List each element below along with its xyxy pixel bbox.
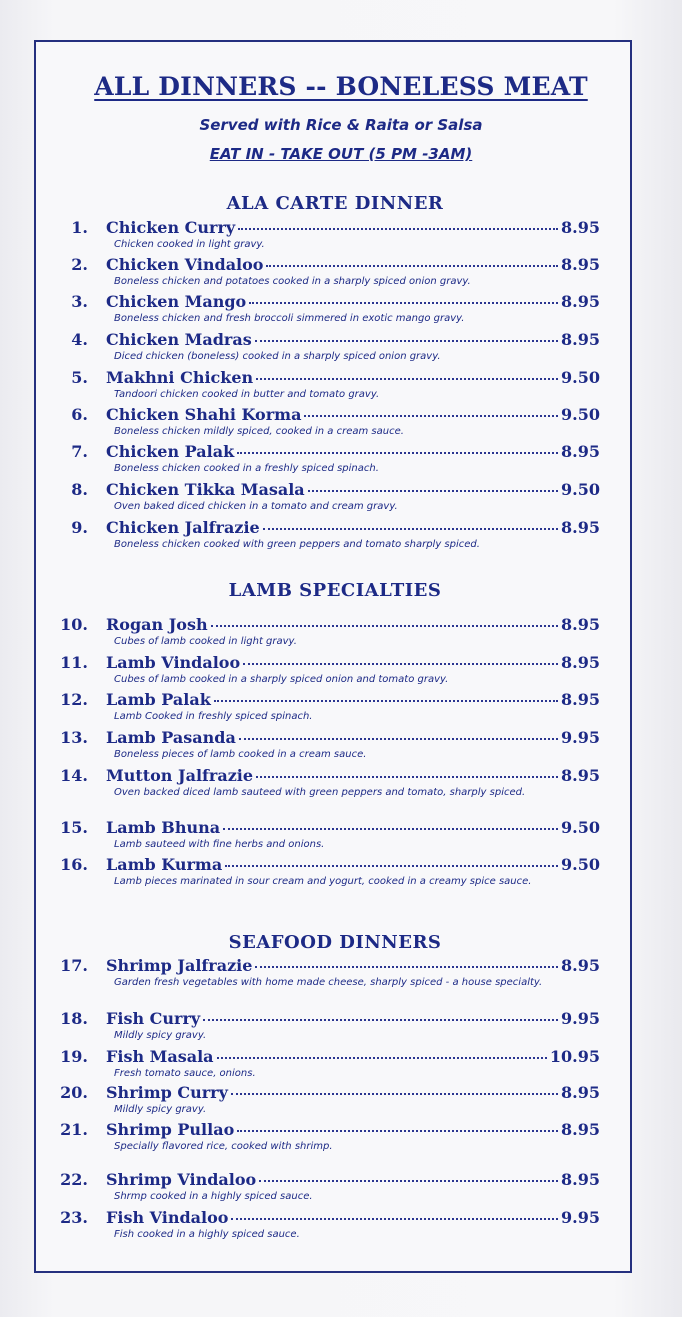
menu-item-row <box>52 292 600 312</box>
item-number: 18. <box>60 1009 88 1028</box>
item-price: 8.95 <box>561 1120 600 1139</box>
menu-item <box>52 330 600 364</box>
item-name: Chicken Vindaloo <box>106 255 264 274</box>
item-number: 13. <box>60 728 88 747</box>
item-number: 21. <box>60 1120 88 1139</box>
menu-item <box>52 615 600 649</box>
menu-item-row <box>52 1170 600 1190</box>
item-price: 9.50 <box>561 368 600 387</box>
menu-item-row <box>52 405 600 425</box>
menu-item-row <box>52 255 600 275</box>
item-price: 9.50 <box>561 405 600 424</box>
dot-leader <box>259 1179 558 1182</box>
menu-item-row <box>52 653 600 673</box>
dot-leader <box>255 339 558 342</box>
menu-item <box>52 1170 600 1204</box>
item-number: 23. <box>60 1208 88 1227</box>
menu-item <box>52 518 600 552</box>
menu-item-row <box>52 1009 600 1029</box>
dot-leader <box>203 1018 558 1021</box>
item-name: Rogan Josh <box>106 615 208 634</box>
item-price: 9.50 <box>561 480 600 499</box>
item-name: Lamb Vindaloo <box>106 653 241 672</box>
dot-leader <box>255 965 558 968</box>
dot-leader <box>237 1129 558 1132</box>
item-price: 9.50 <box>561 855 600 874</box>
item-description: Oven backed diced lamb sauteed with green peppers and tomato, sharply spiced. <box>114 787 526 798</box>
item-price: 8.95 <box>561 766 600 785</box>
menu-title-text: ALL DINNERS -- BONELESS MEAT <box>94 72 588 101</box>
item-name: Lamb Kurma <box>106 855 223 874</box>
menu-item <box>52 218 600 252</box>
menu-item-row <box>52 368 600 388</box>
dot-leader <box>304 414 558 417</box>
item-description: Chicken cooked in light gravy. <box>114 239 265 250</box>
item-description: Mildly spicy gravy. <box>114 1030 207 1041</box>
item-description: Lamb Cooked in freshly spiced spinach. <box>114 711 313 722</box>
dot-leader <box>237 451 558 454</box>
item-description: Diced chicken (boneless) cooked in a sharply spiced onion gravy. <box>114 351 441 362</box>
item-name: Makhni Chicken <box>106 368 254 387</box>
menu-item-row <box>52 766 600 786</box>
item-number: 14. <box>60 766 88 785</box>
item-number: 6. <box>71 405 88 424</box>
item-name: Shrimp Curry <box>106 1083 228 1102</box>
menu-item-row <box>52 1083 600 1103</box>
item-name: Fish Curry <box>106 1009 201 1028</box>
menu-item <box>52 368 600 402</box>
item-description: Tandoori chicken cooked in butter and tomato gravy. <box>114 389 380 400</box>
menu-item-row <box>52 818 600 838</box>
dot-leader <box>223 827 558 830</box>
item-description: Garden fresh vegetables with home made cheese, sharply spiced - a house specialty. <box>114 977 543 988</box>
item-description: Lamb pieces marinated in sour cream and yogurt, cooked in a creamy spice sauce. <box>114 876 532 887</box>
menu-item-row <box>52 1120 600 1140</box>
item-description: Fresh tomato sauce, onions. <box>114 1068 256 1079</box>
menu-item-row <box>52 518 600 538</box>
dot-leader <box>211 624 558 627</box>
item-description: Cubes of lamb cooked in a sharply spiced onion and tomato gravy. <box>114 674 449 685</box>
menu-item-row <box>52 690 600 710</box>
item-name: Chicken Tikka Masala <box>106 480 305 499</box>
item-number: 5. <box>71 368 88 387</box>
item-description: Boneless chicken and fresh broccoli simmered in exotic mango gravy. <box>114 313 465 324</box>
menu-title <box>0 72 682 101</box>
item-price: 9.95 <box>561 1009 600 1028</box>
item-price: 8.95 <box>561 255 600 274</box>
section-seafood-heading: SEAFOOD DINNERS <box>228 932 442 953</box>
item-name: Fish Vindaloo <box>106 1208 229 1227</box>
menu-item <box>52 1083 600 1117</box>
menu-item <box>52 1009 600 1043</box>
item-number: 19. <box>60 1047 88 1066</box>
menu-item <box>52 292 600 326</box>
menu-item-row <box>52 218 600 238</box>
item-number: 3. <box>71 292 88 311</box>
item-description: Cubes of lamb cooked in light gravy. <box>114 636 297 647</box>
item-price: 8.95 <box>561 292 600 311</box>
dot-leader <box>266 264 558 267</box>
dot-leader <box>308 489 558 492</box>
dot-leader <box>243 662 558 665</box>
item-description: Boneless chicken cooked with green peppers and tomato sharply spiced. <box>114 539 480 550</box>
item-number: 10. <box>60 615 88 634</box>
item-number: 15. <box>60 818 88 837</box>
item-number: 20. <box>60 1083 88 1102</box>
item-number: 22. <box>60 1170 88 1189</box>
item-description: Specially flavored rice, cooked with shrimp. <box>114 1141 333 1152</box>
menu-item-row <box>52 855 600 875</box>
item-description: Fish cooked in a highly spiced sauce. <box>114 1229 300 1240</box>
dot-leader <box>231 1092 558 1095</box>
menu-item <box>52 1120 600 1154</box>
menu-item-row <box>52 615 600 635</box>
item-price: 8.95 <box>561 218 600 237</box>
menu-item-row <box>52 956 600 976</box>
menu-item-row <box>52 330 600 350</box>
menu-subtitle: Served with Rice & Raita or Salsa <box>199 116 483 134</box>
item-description: Boneless chicken and potatoes cooked in a sharply spiced onion gravy. <box>114 276 471 287</box>
menu-item <box>52 855 600 889</box>
item-number: 11. <box>60 653 88 672</box>
menu-item <box>52 690 600 724</box>
item-name: Chicken Jalfrazie <box>106 518 260 537</box>
item-name: Shrimp Vindaloo <box>106 1170 257 1189</box>
item-name: Fish Masala <box>106 1047 214 1066</box>
item-number: 4. <box>71 330 88 349</box>
menu-item <box>52 442 600 476</box>
item-price: 8.95 <box>561 442 600 461</box>
hours-line: EAT IN - TAKE OUT (5 PM -3AM) <box>209 145 473 163</box>
item-name: Lamb Palak <box>106 690 211 709</box>
item-name: Chicken Shahi Korma <box>106 405 302 424</box>
menu-item <box>52 255 600 289</box>
item-number: 16. <box>60 855 88 874</box>
item-price: 10.95 <box>549 1047 600 1066</box>
menu-item-row <box>52 480 600 500</box>
menu-item <box>52 728 600 762</box>
menu-item <box>52 405 600 439</box>
item-price: 9.95 <box>561 728 600 747</box>
item-price: 8.95 <box>561 615 600 634</box>
menu-item <box>52 956 600 990</box>
item-description: Mildly spicy gravy. <box>114 1104 207 1115</box>
section-ala-carte-heading: ALA CARTE DINNER <box>226 193 444 214</box>
menu-item <box>52 1047 600 1081</box>
item-number: 1. <box>71 218 88 237</box>
item-price: 8.95 <box>561 956 600 975</box>
item-description: Oven baked diced chicken in a tomato and cream gravy. <box>114 501 398 512</box>
menu-item <box>52 480 600 514</box>
dot-leader <box>256 775 558 778</box>
item-name: Shrimp Pullao <box>106 1120 235 1139</box>
menu-item-row <box>52 1047 600 1067</box>
menu-item-row <box>52 442 600 462</box>
item-name: Lamb Pasanda <box>106 728 236 747</box>
menu-item <box>52 766 600 800</box>
menu-item-row <box>52 728 600 748</box>
dot-leader <box>256 377 558 380</box>
item-name: Shrimp Jalfrazie <box>106 956 253 975</box>
item-number: 8. <box>71 480 88 499</box>
menu-item <box>52 1208 600 1242</box>
menu-item-row <box>52 1208 600 1228</box>
item-description: Boneless pieces of lamb cooked in a cream sauce. <box>114 749 367 760</box>
item-description: Lamb sauteed with fine herbs and onions. <box>114 839 325 850</box>
item-description: Boneless chicken mildly spiced, cooked in a cream sauce. <box>114 426 404 437</box>
menu-item <box>52 653 600 687</box>
item-price: 8.95 <box>561 330 600 349</box>
item-price: 8.95 <box>561 1083 600 1102</box>
item-price: 9.95 <box>561 1208 600 1227</box>
dot-leader <box>217 1056 547 1059</box>
item-number: 17. <box>60 956 88 975</box>
item-price: 8.95 <box>561 518 600 537</box>
item-number: 9. <box>71 518 88 537</box>
item-number: 2. <box>71 255 88 274</box>
item-price: 8.95 <box>561 653 600 672</box>
item-description: Shrmp cooked in a highly spiced sauce. <box>114 1191 313 1202</box>
dot-leader <box>249 301 558 304</box>
section-lamb-heading: LAMB SPECIALTIES <box>228 580 442 601</box>
item-price: 9.50 <box>561 818 600 837</box>
item-name: Chicken Madras <box>106 330 252 349</box>
item-price: 8.95 <box>561 690 600 709</box>
item-name: Mutton Jalfrazie <box>106 766 254 785</box>
item-number: 12. <box>60 690 88 709</box>
item-number: 7. <box>71 442 88 461</box>
item-price: 8.95 <box>561 1170 600 1189</box>
dot-leader <box>263 527 558 530</box>
item-name: Lamb Bhuna <box>106 818 221 837</box>
item-name: Chicken Curry <box>106 218 236 237</box>
dot-leader <box>214 699 558 702</box>
dot-leader <box>239 737 558 740</box>
dot-leader <box>225 864 558 867</box>
menu-item <box>52 818 600 852</box>
dot-leader <box>231 1217 558 1220</box>
dot-leader <box>238 227 558 230</box>
item-description: Boneless chicken cooked in a freshly spiced spinach. <box>114 463 379 474</box>
item-name: Chicken Palak <box>106 442 235 461</box>
item-name: Chicken Mango <box>106 292 247 311</box>
